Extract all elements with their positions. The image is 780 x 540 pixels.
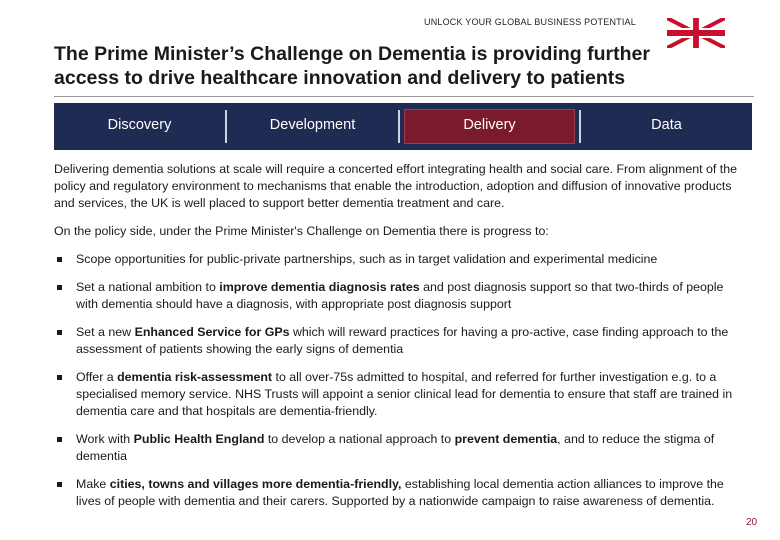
section-nav — [54, 103, 752, 150]
policy-bullet-list — [54, 251, 744, 510]
bold-text: cities, towns and villages more dementia-friendly, — [109, 477, 402, 491]
bullet-text: Make — [76, 477, 110, 491]
list-item — [54, 476, 744, 510]
square-bullet-icon — [57, 375, 62, 380]
list-item — [54, 369, 744, 420]
title-line-1: The Prime Minister’s Challenge on Dementia is providing further — [54, 43, 650, 65]
header-tagline: UNLOCK YOUR GLOBAL BUSINESS POTENTIAL — [424, 17, 636, 27]
bold-text: improve dementia diagnosis rates — [219, 280, 420, 294]
list-item — [54, 279, 744, 313]
bullet-text: , and to reduce the stigma of dementia — [76, 432, 715, 463]
main-content — [54, 161, 744, 521]
list-item — [54, 324, 744, 358]
bold-text: Public Health England — [133, 432, 265, 446]
bullet-text: Work with — [76, 432, 134, 446]
bold-text: dementia risk-assessment — [117, 370, 273, 384]
tab-development[interactable] — [227, 103, 398, 150]
tab-label: Discovery — [107, 117, 172, 133]
list-item — [54, 431, 744, 465]
bullet-text: Scope opportunities for public-private partnerships, such as in target validation and experimental medicine — [76, 252, 658, 266]
page-title — [54, 42, 744, 90]
square-bullet-icon — [57, 482, 62, 487]
tab-separator — [398, 110, 400, 143]
bullet-text: establishing local dementia action alliances to improve the lives of people with dementia and their carers. Supported by a nationwide campaign to raise awareness of dementia. — [76, 477, 724, 508]
tab-label: Development — [269, 117, 356, 133]
title-divider — [54, 96, 754, 97]
square-bullet-icon — [57, 257, 62, 262]
bullet-text: Offer a — [76, 370, 118, 384]
bullet-text: Set a national ambition to — [76, 280, 220, 294]
page-number: 20 — [746, 517, 758, 528]
tab-label: Data — [651, 117, 682, 133]
policy-lead-paragraph: On the policy side, under the Prime Minister's Challenge on Dementia there is progress to: — [54, 224, 549, 238]
title-line-2: access to drive healthcare innovation and delivery to patients — [54, 67, 626, 89]
bullet-text: Set a new — [76, 325, 135, 339]
square-bullet-icon — [57, 437, 62, 442]
bullet-text: to all over-75s admitted to hospital, and referred for further investigation e.g. to a specialised memory service. NHS Trusts will appoint a senior clinical lead for dementia to ensure that staff are trained in dementia care and that hospitals are dementia-friendly. — [76, 370, 733, 418]
tab-data[interactable] — [581, 103, 752, 150]
square-bullet-icon — [57, 285, 62, 290]
tab-delivery[interactable] — [404, 109, 575, 144]
square-bullet-icon — [57, 330, 62, 335]
bold-text: Enhanced Service for GPs — [134, 325, 290, 339]
list-item — [54, 251, 744, 268]
bullet-text: which will reward practices for having a pro-active, case finding approach to the assessment of patients showing the early signs of dementia — [76, 325, 729, 356]
bullet-text: and post diagnosis support so that two-thirds of people with dementia should have a diagnosis, with appropriate post diagnosis support — [76, 280, 724, 311]
bullet-text: to develop a national approach to — [264, 432, 455, 446]
tab-discovery[interactable] — [54, 103, 225, 150]
intro-paragraph: Delivering dementia solutions at scale will require a concerted effort integrating health and social care. From alignment of the policy and regulatory environment to mechanisms that enable the introduction, adoption and diffusion of innovative products and services, the UK is well placed to support better dementia treatment and care. — [54, 162, 737, 210]
bold-text: prevent dementia — [454, 432, 558, 446]
tab-label: Delivery — [463, 117, 516, 133]
